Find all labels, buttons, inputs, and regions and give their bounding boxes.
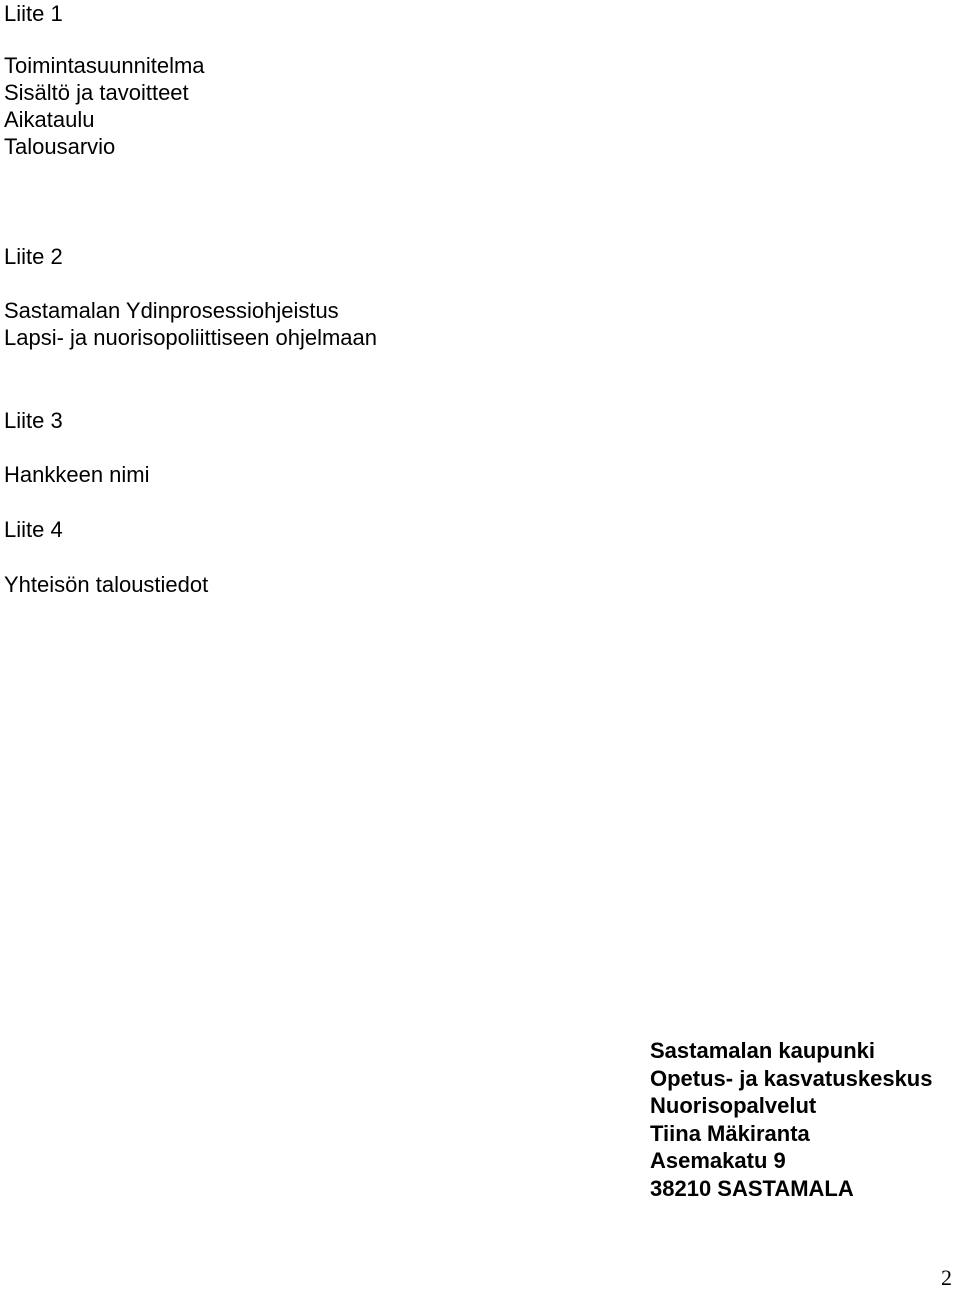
address-street: Asemakatu 9 — [650, 1148, 786, 1173]
appendix-1-line-2: Sisältö ja tavoitteet — [4, 80, 189, 105]
appendix-1-heading: Liite 1 — [4, 1, 63, 26]
appendix-1-line-3: Aikataulu — [4, 107, 95, 132]
appendix-4-line-1: Yhteisön taloustiedot — [4, 572, 209, 597]
appendix-1-line-1: Toimintasuunnitelma — [4, 53, 205, 78]
appendix-2-line-1: Sastamalan Ydinprosessiohjeistus — [4, 298, 339, 323]
appendix-2-line-2: Lapsi- ja nuorisopoliittiseen ohjelmaan — [4, 325, 378, 350]
appendix-4-heading: Liite 4 — [4, 517, 63, 542]
appendix-3-heading: Liite 3 — [4, 408, 63, 433]
address-postal-city: 38210 SASTAMALA — [650, 1175, 854, 1201]
address-organization: Sastamalan kaupunki — [650, 1038, 875, 1063]
address-unit: Nuorisopalvelut — [650, 1093, 817, 1118]
contact-address — [650, 1037, 932, 1202]
page-number: 2 — [941, 1265, 952, 1290]
appendix-2-heading: Liite 2 — [4, 244, 63, 269]
appendix-1-line-4: Talousarvio — [4, 134, 116, 159]
address-contact-person: Tiina Mäkiranta — [650, 1120, 810, 1146]
appendix-3-line-1: Hankkeen nimi — [4, 462, 150, 487]
address-department: Opetus- ja kasvatuskeskus — [650, 1065, 933, 1091]
